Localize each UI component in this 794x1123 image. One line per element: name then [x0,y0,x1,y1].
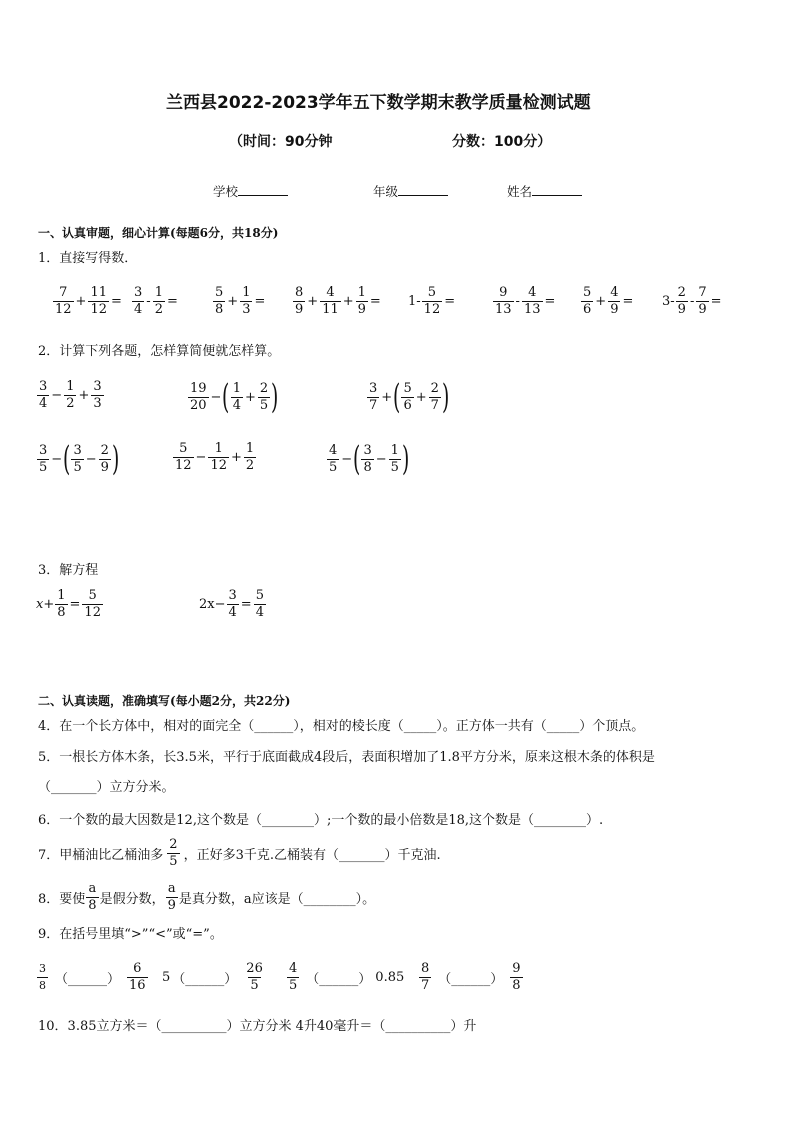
q2-expression: $\frac{3}{4}$ − $\frac{1}{2}$ + $\frac{3}{3}$ [39,379,102,411]
q1-item: $\frac{3}{4}$ - $\frac{1}{2}$ = [134,285,178,317]
school-label: 学校 [213,184,239,199]
q2-expression: $\frac{19}{20}$ − ( $\frac{1}{4}$ + $\frac{2}{5}$ ) [190,377,279,417]
q9-comparison: $\frac{4}{5}$ （______） 0.85 [289,961,405,993]
grade-field[interactable] [373,182,448,200]
q3-label: 3．解方程 [38,563,99,578]
q1-item: $\frac{9}{13}$ - $\frac{4}{13}$ = [495,285,556,317]
q5-text-line2: （_______）立方分米。 [38,780,175,795]
q9-comparison: $\frac{3}{8}$ （______） $\frac{6}{16}$ [39,961,146,993]
page-title: 兰西县2022-2023学年五下数学期末教学质量检测试题 [166,93,591,113]
name-field[interactable] [507,182,582,200]
q8-text: 8．要使 $\frac{a}{8}$ 是假分数， $\frac{a}{9}$ 是真分数，a应该是（________）。 [38,881,376,913]
school-field[interactable] [213,182,288,200]
q2-expression: $\frac{3}{7}$ + ( $\frac{5}{6}$ + $\frac{2}{7}$ ) [369,377,450,417]
q1-item: $\frac{5}{6}$ + $\frac{4}{9}$ = [583,285,634,317]
q2-label: 2．计算下列各题，怎样算简便就怎样算。 [38,344,281,359]
q10-text: 10．3.85立方米＝（__________）立方分米 4升40毫升＝（__________）升 [38,1019,477,1034]
q3-equation: 2x− $\frac{3}{4}$ = $\frac{5}{4}$ [199,588,264,620]
q3-equation: x+ $\frac{1}{8}$ = $\frac{5}{12}$ [36,588,101,620]
q9-text: 9．在括号里填“>”“<”或“=”。 [38,927,223,942]
q1-item: 1- $\frac{5}{12}$ = [408,285,456,317]
q4-text: 4．在一个长方体中，相对的面完全（______），相对的棱长度（_____）。正方体一共有（_____）个顶点。 [38,719,645,734]
grade-label: 年级 [373,184,399,199]
score-info: 分数：100分） [452,134,552,150]
q5-text-line1: 5．一根长方体木条，长3.5米，平行于底面截成4段后，表面积增加了1.8平方分米，原来这根木条的体积是 [38,750,655,765]
q1-item: $\frac{7}{12}$ + $\frac{11}{12}$ = [55,285,122,317]
q1-item: 3- $\frac{2}{9}$ - $\frac{7}{9}$ = [662,285,722,317]
q2-expression: $\frac{4}{5}$ − ( $\frac{3}{8}$ − $\frac{1}{5}$ ) [329,439,410,479]
q1-label: 1．直接写得数． [38,251,138,266]
q2-expression: $\frac{3}{5}$ − ( $\frac{3}{5}$ − $\frac{2}{9}$ ) [39,439,120,479]
q1-item: $\frac{8}{9}$ + $\frac{4}{11}$ + $\frac{1}{9}$ = [295,285,381,317]
q2-expression: $\frac{5}{12}$ − $\frac{1}{12}$ + $\frac{1}{2}$ [175,441,255,473]
section1-heading: 一、认真审题，细心计算(每题6分，共18分) [38,226,279,240]
q1-item: $\frac{5}{8}$ + $\frac{1}{3}$ = [215,285,266,317]
q6-text: 6．一个数的最大因数是12,这个数是（________）;一个数的最小倍数是18,这个数是（________）. [38,813,604,828]
time-info: （时间：90分钟 [229,134,333,150]
q9-comparison: 5 （______） $\frac{26}{5}$ [162,961,263,993]
name-label: 姓名 [507,184,533,199]
section2-heading: 二、认真读题，准确填写(每小题2分，共22分) [38,694,291,708]
q9-comparison: $\frac{8}{7}$ （______） $\frac{9}{8}$ [421,961,521,993]
q7-text: 7．甲桶油比乙桶油多 $\frac{2}{5}$ ，正好多3千克.乙桶装有（_______）千克油. [38,837,441,869]
